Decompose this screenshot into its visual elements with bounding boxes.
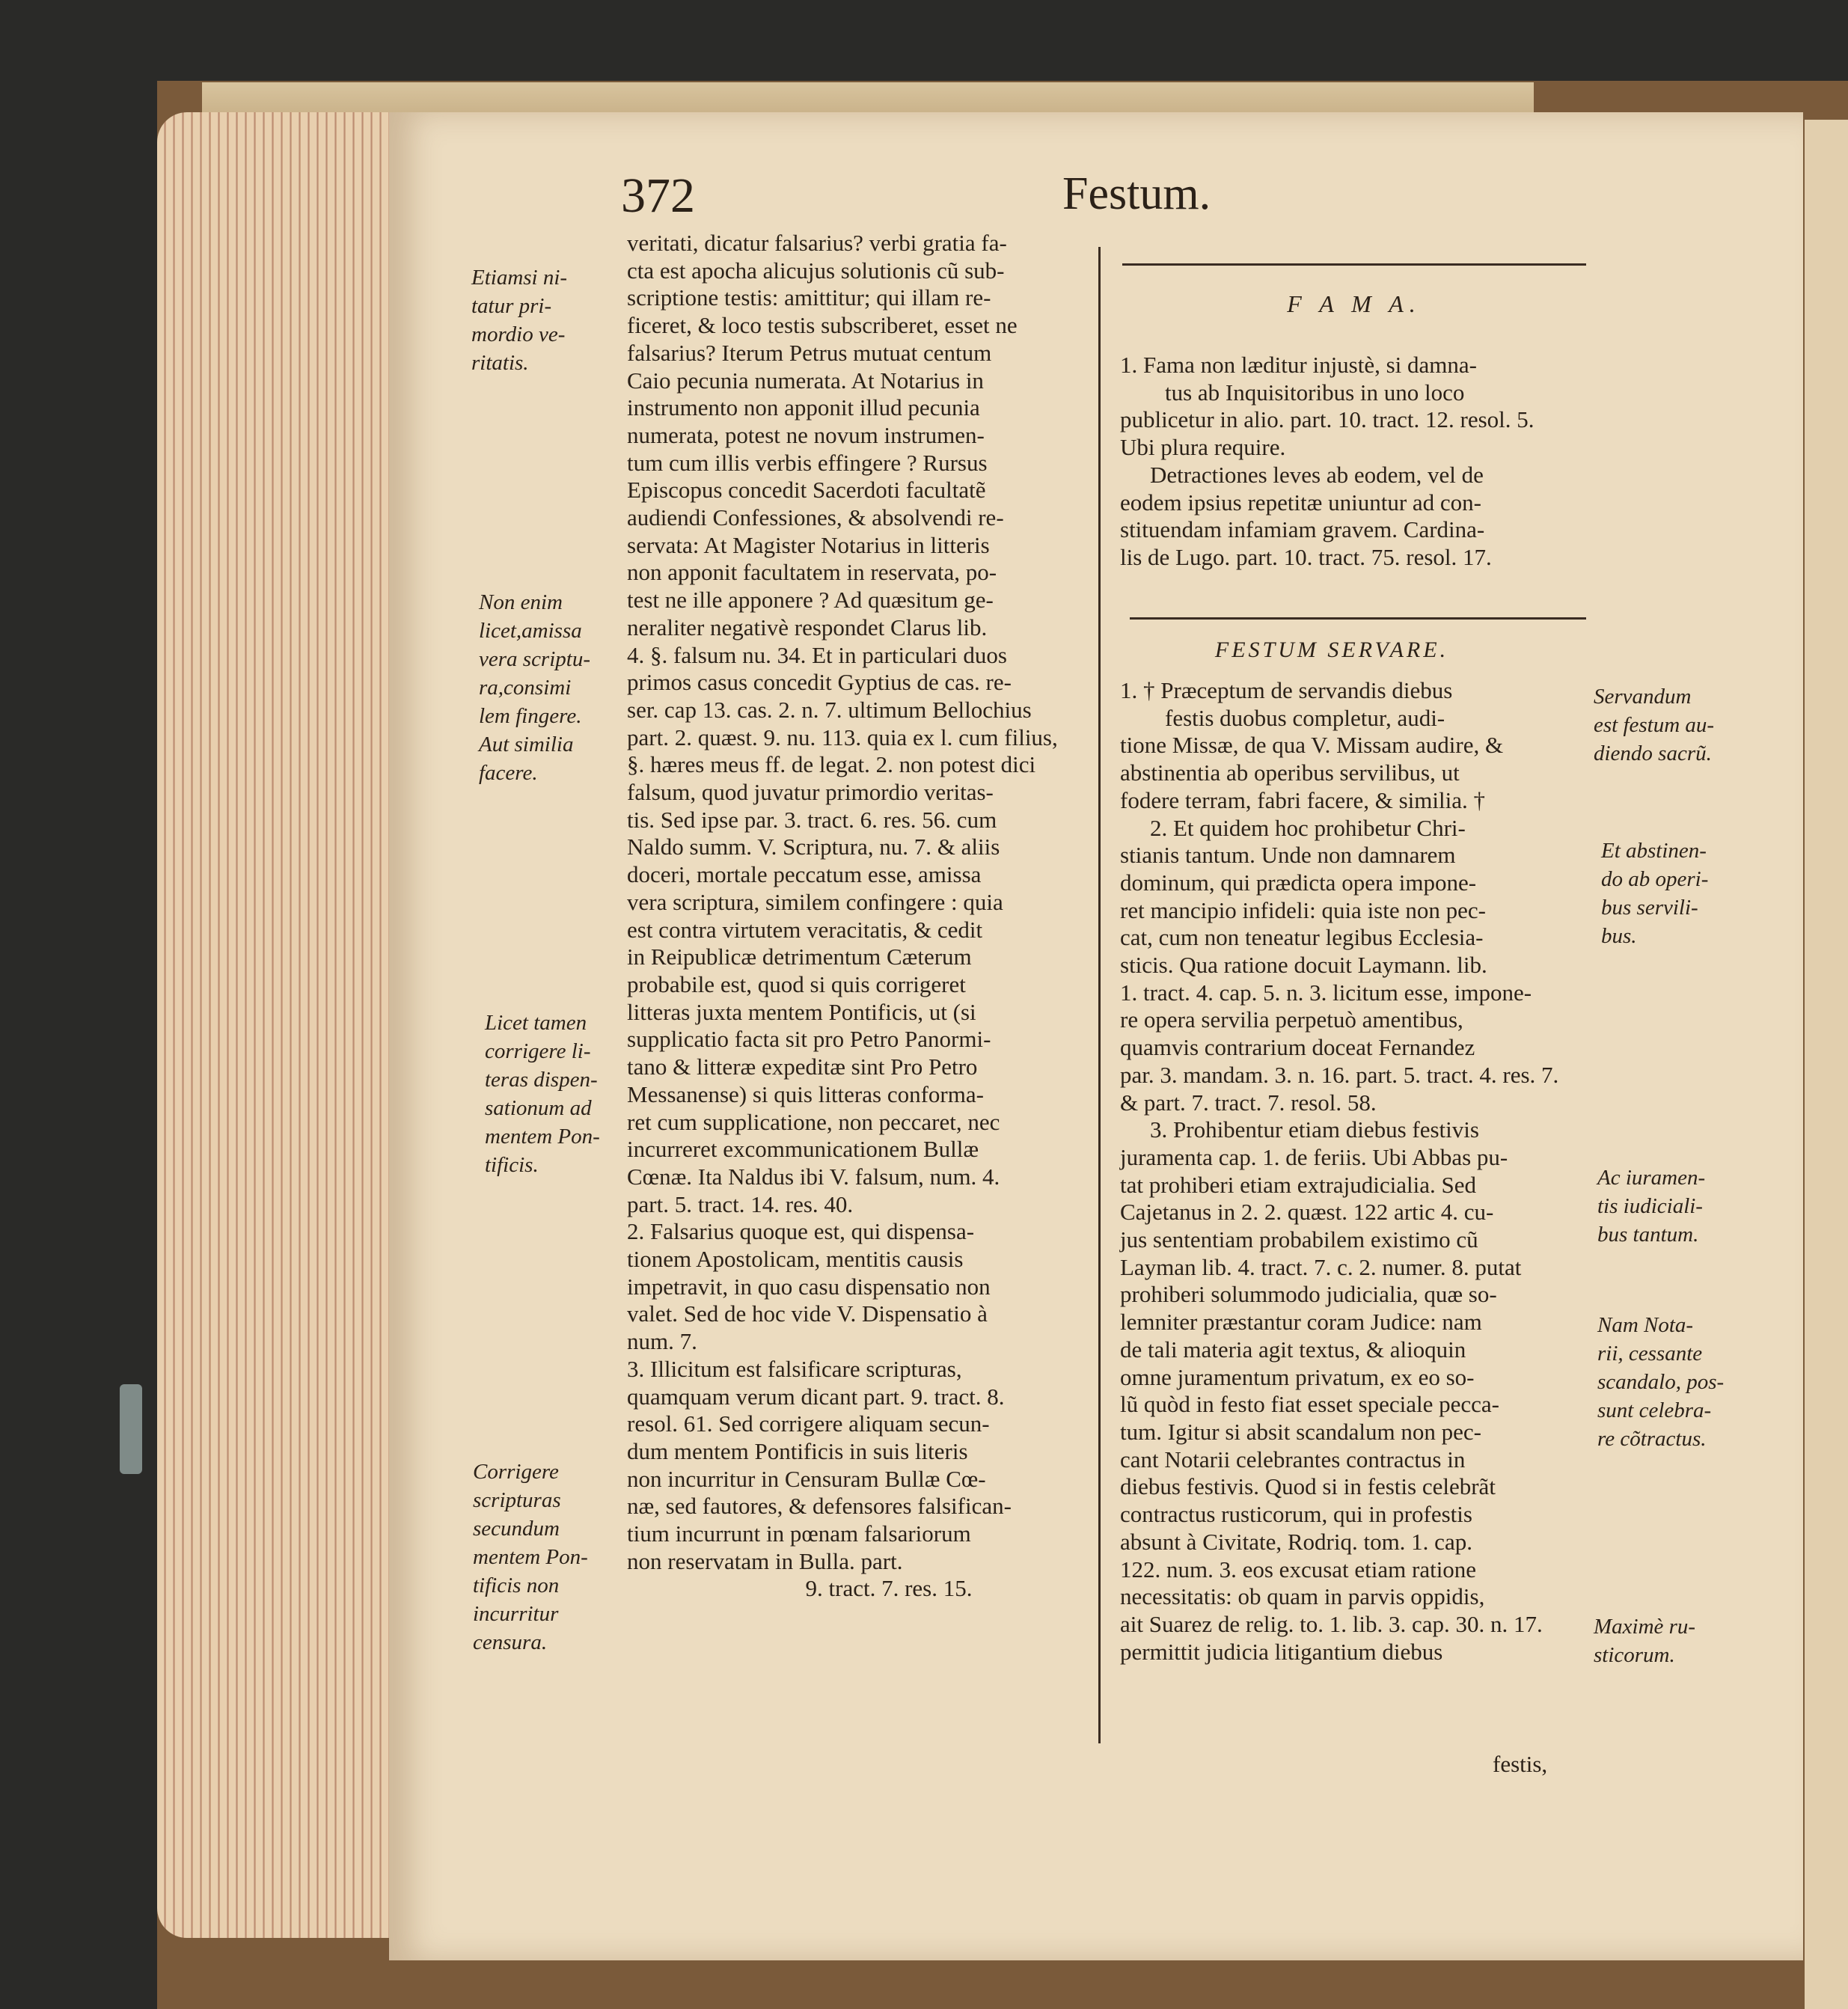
text-line: ait Suarez de relig. to. 1. lib. 3. cap. 30. n. 17. — [1120, 1610, 1543, 1637]
text-line: §. hæres meus ff. de legat. 2. non potest dici — [627, 751, 1036, 778]
margin-note-right: Maximè ru- sticorum. — [1594, 1615, 1696, 1667]
text-line: permittit judicia litigantium diebus — [1120, 1638, 1443, 1665]
text-line: lũ quòd in festo fiat esset speciale pecca- — [1120, 1391, 1499, 1418]
text-line: tano & litteræ expeditæ sint Pro Petro — [627, 1054, 978, 1080]
text-line: fodere terram, fabri facere, & similia. † — [1120, 786, 1486, 813]
text-line: eodem ipsius repetitæ uniuntur ad con- — [1120, 489, 1481, 516]
text-line: resol. 61. Sed corrigere aliquam secun- — [627, 1410, 990, 1437]
text-line: part. 5. tract. 14. res. 40. — [627, 1190, 854, 1217]
text-line: tium incurrunt in pœnam falsariorum — [627, 1520, 971, 1547]
column-divider — [1098, 247, 1101, 1743]
page-number: 372 — [621, 168, 695, 223]
text-line: 1. † Præceptum de servandis diebus — [1120, 677, 1453, 703]
text-line: probabile est, quod si quis corrigeret — [627, 970, 966, 997]
text-line: neraliter negativè respondet Clarus lib. — [627, 614, 988, 640]
text-line: de tali materia agit textus, & alioquin — [1120, 1336, 1466, 1363]
text-line: ret cum supplicatione, non peccaret, nec — [627, 1108, 1000, 1135]
text-line: lis de Lugo. part. 10. tract. 75. resol. 17. — [1120, 543, 1492, 570]
text-line: falsum, quod juvatur primordio veritas- — [627, 779, 994, 806]
margin-note-right: Nam Nota- rii, cessante scandalo, pos- sunt celebra- re cõtractus. — [1597, 1313, 1725, 1451]
section-rule — [1122, 263, 1586, 266]
text-line: par. 3. mandam. 3. n. 16. part. 5. tract. 4. res. 7. — [1120, 1061, 1559, 1088]
text-line: & part. 7. tract. 7. resol. 58. — [1120, 1089, 1377, 1116]
text-line: abstinentia ab operibus servilibus, ut — [1120, 759, 1460, 786]
running-head: Festum. — [1062, 168, 1211, 219]
section-rule — [1130, 617, 1586, 620]
clasp — [120, 1384, 142, 1474]
section-heading-festum-servare: FESTUM SERVARE. — [1214, 637, 1449, 662]
text-line: tus ab Inquisitoribus in uno loco — [1165, 379, 1465, 406]
text-line: re opera servilia perpetuò amentibus, — [1120, 1006, 1463, 1033]
text-line: part. 2. quæst. 9. nu. 113. quia ex l. cum filius, — [627, 724, 1058, 750]
text-line: test ne ille apponere ? Ad quæsitum ge- — [627, 587, 994, 614]
text-line: 4. §. falsum nu. 34. Et in particulari duos — [627, 641, 1007, 668]
text-line: vera scriptura, similem confingere : quia — [627, 888, 1003, 915]
text-line: num. 7. — [627, 1328, 697, 1355]
text-line: absunt à Civitate, Rodriq. tom. 1. cap. — [1120, 1528, 1472, 1555]
text-line: scriptione testis: amittitur; qui illam re- — [627, 284, 991, 311]
text-line: necessitatis: ob quam in parvis oppidis, — [1120, 1583, 1485, 1610]
text-line: audiendi Confessiones, & absolvendi re- — [627, 504, 1004, 531]
text-line: 2. Et quidem hoc prohibetur Chri- — [1150, 814, 1466, 841]
text-line: tum. Igitur si absit scandalum non pec- — [1120, 1418, 1481, 1445]
festum-servare-section — [1120, 677, 1591, 1666]
text-line: stituendam infamiam gravem. Cardina- — [1120, 516, 1485, 543]
text-line: quamquam verum dicant part. 9. tract. 8. — [627, 1383, 1005, 1410]
text-line: numerata, potest ne novum instrumen- — [627, 421, 985, 448]
text-line: primos casus concedit Gyptius de cas. re- — [627, 669, 1012, 696]
text-line: Caio pecunia numerata. At Notarius in — [627, 367, 984, 394]
text-line: omne juramentum privatum, ex eo so- — [1120, 1363, 1475, 1390]
left-column — [627, 230, 1106, 1603]
text-line: diebus festivis. Quod si in festis celebrãt — [1120, 1473, 1496, 1500]
text-line: incurreret excommunicationem Bullæ — [627, 1136, 979, 1163]
text-line: quamvis contrarium doceat Fernandez — [1120, 1034, 1475, 1061]
text-line: non reservatam in Bulla. part. — [627, 1547, 903, 1574]
page-edges — [157, 112, 397, 1938]
text-line: servata: At Magister Notarius in litteris — [627, 531, 990, 558]
text-line: tione Missæ, de qua V. Missam audire, & — [1120, 732, 1504, 759]
text-line: 9. tract. 7. res. 15. — [805, 1575, 973, 1602]
text-line: Layman lib. 4. tract. 7. c. 2. numer. 8. putat — [1120, 1253, 1522, 1280]
text-line: publicetur in alio. part. 10. tract. 12. resol. 5. — [1120, 406, 1535, 433]
text-line: næ, sed fautores, & defensores falsifican- — [627, 1493, 1012, 1520]
margin-note-left: Etiamsi ni- tatur pri- mordio ve- ritatis. — [471, 266, 568, 375]
text-line: dominum, qui prædicta opera impone- — [1120, 869, 1477, 896]
text-line: Messanense) si quis litteras conforma- — [627, 1080, 984, 1107]
text-line: litteras juxta mentem Pontificis, ut (si — [627, 998, 976, 1025]
text-line: cat, cum non teneatur legibus Ecclesia- — [1120, 924, 1484, 951]
text-line: 1. Fama non læditur injustè, si damna- — [1120, 352, 1478, 378]
text-line: supplicatio facta sit pro Petro Panormi- — [627, 1026, 991, 1053]
text-line: 3. Illicitum est falsificare scripturas, — [627, 1355, 962, 1382]
text-line: veritati, dicatur falsarius? verbi gratia fa- — [627, 230, 1007, 256]
margin-note-left: Non enim licet,amissa vera scriptu- ra,consimi lem fingere. Aut similia facere. — [479, 590, 590, 785]
section-heading-fama: F A M A. — [1287, 290, 1422, 317]
margin-note-right: Et abstinen- do ab operi- bus servili- bus. — [1601, 839, 1709, 948]
text-line: est contra virtutem veracitatis, & cedit — [627, 916, 983, 943]
text-line: instrumento non apponit illud pecunia — [627, 394, 980, 421]
text-line: dum mentem Pontificis in suis literis — [627, 1437, 968, 1464]
text-line: lemniter præstantur coram Judice: nam — [1120, 1309, 1482, 1336]
text-line: non apponit facultatem in reservata, po- — [627, 559, 997, 586]
text-line: 2. Falsarius quoque est, qui dispensa- — [627, 1218, 975, 1245]
text-line: valet. Sed de hoc vide V. Dispensatio à — [627, 1300, 988, 1327]
text-line: prohiberi solummodo judicialia, quæ so- — [1120, 1281, 1497, 1308]
catchword: festis, — [1493, 1751, 1548, 1777]
text-line: juramenta cap. 1. de feriis. Ubi Abbas pu- — [1120, 1143, 1508, 1170]
text-line: cta est apocha alicujus solutionis cũ sub- — [627, 257, 1005, 284]
text-line: sticis. Qua ratione docuit Laymann. lib. — [1120, 952, 1487, 979]
margin-note-left: Corrigere scripturas secundum mentem Pon- tificis non incurritur censura. — [473, 1460, 588, 1654]
margin-note-right: Servandum est festum au- diendo sacrũ. — [1594, 685, 1715, 765]
facing-page-edge — [1805, 120, 1848, 2009]
text-line: Detractiones leves ab eodem, vel de — [1150, 461, 1484, 488]
text-line: contractus rusticorum, qui in profestis — [1120, 1501, 1472, 1528]
page-header — [621, 168, 1369, 227]
text-line: impetravit, in quo casu dispensatio non — [627, 1273, 991, 1300]
text-line: in Reipublicæ detrimentum Cæterum — [627, 944, 972, 970]
text-line: stianis tantum. Unde non damnarem — [1120, 842, 1456, 869]
text-line: doceri, mortale peccatum esse, amissa — [627, 861, 982, 888]
text-line: cant Notarii celebrantes contractus in — [1120, 1446, 1466, 1473]
text-line: 3. Prohibentur etiam diebus festivis — [1150, 1116, 1479, 1143]
margin-note-left: Licet tamen corrigere li- teras dispen- sationum ad mentem Pon- tificis. — [485, 1011, 600, 1177]
text-line: Cajetanus in 2. 2. quæst. 122 artic 4. cu- — [1120, 1199, 1494, 1226]
text-line: ret mancipio infideli: quia iste non pec- — [1120, 896, 1486, 923]
text-line: tum cum illis verbis effingere ? Rursus — [627, 449, 988, 476]
text-line: jus sententiam probabilem existimo cũ — [1120, 1226, 1478, 1253]
text-line: falsarius? Iterum Petrus mutuat centum — [627, 339, 992, 366]
fama-section — [1120, 352, 1591, 572]
text-line: 1. tract. 4. cap. 5. n. 3. licitum esse, impone- — [1120, 979, 1532, 1006]
text-line: Naldo summ. V. Scriptura, nu. 7. & aliis — [627, 834, 1000, 860]
text-line: tis. Sed ipse par. 3. tract. 6. res. 56. cum — [627, 806, 997, 833]
text-line: Episcopus concedit Sacerdoti facultatẽ — [627, 477, 986, 504]
margin-note-right: Ac iuramen- tis iudiciali- bus tantum. — [1597, 1166, 1706, 1247]
text-line: 122. num. 3. eos excusat etiam ratione — [1120, 1556, 1477, 1583]
text-line: tionem Apostolicam, mentitis causis — [627, 1246, 964, 1273]
text-line: non incurritur in Censuram Bullæ Cœ- — [627, 1465, 986, 1492]
text-line: ser. cap 13. cas. 2. n. 7. ultimum Bellochius — [627, 696, 1032, 723]
text-line: tat prohiberi etiam extrajudicialia. Sed — [1120, 1171, 1477, 1198]
text-line: Cœnæ. Ita Naldus ibi V. falsum, num. 4. — [627, 1163, 1000, 1190]
text-line: festis duobus completur, audi- — [1165, 704, 1445, 731]
text-line: ficeret, & loco testis subscriberet, esset ne — [627, 312, 1018, 339]
text-line: Ubi plura require. — [1120, 434, 1286, 461]
